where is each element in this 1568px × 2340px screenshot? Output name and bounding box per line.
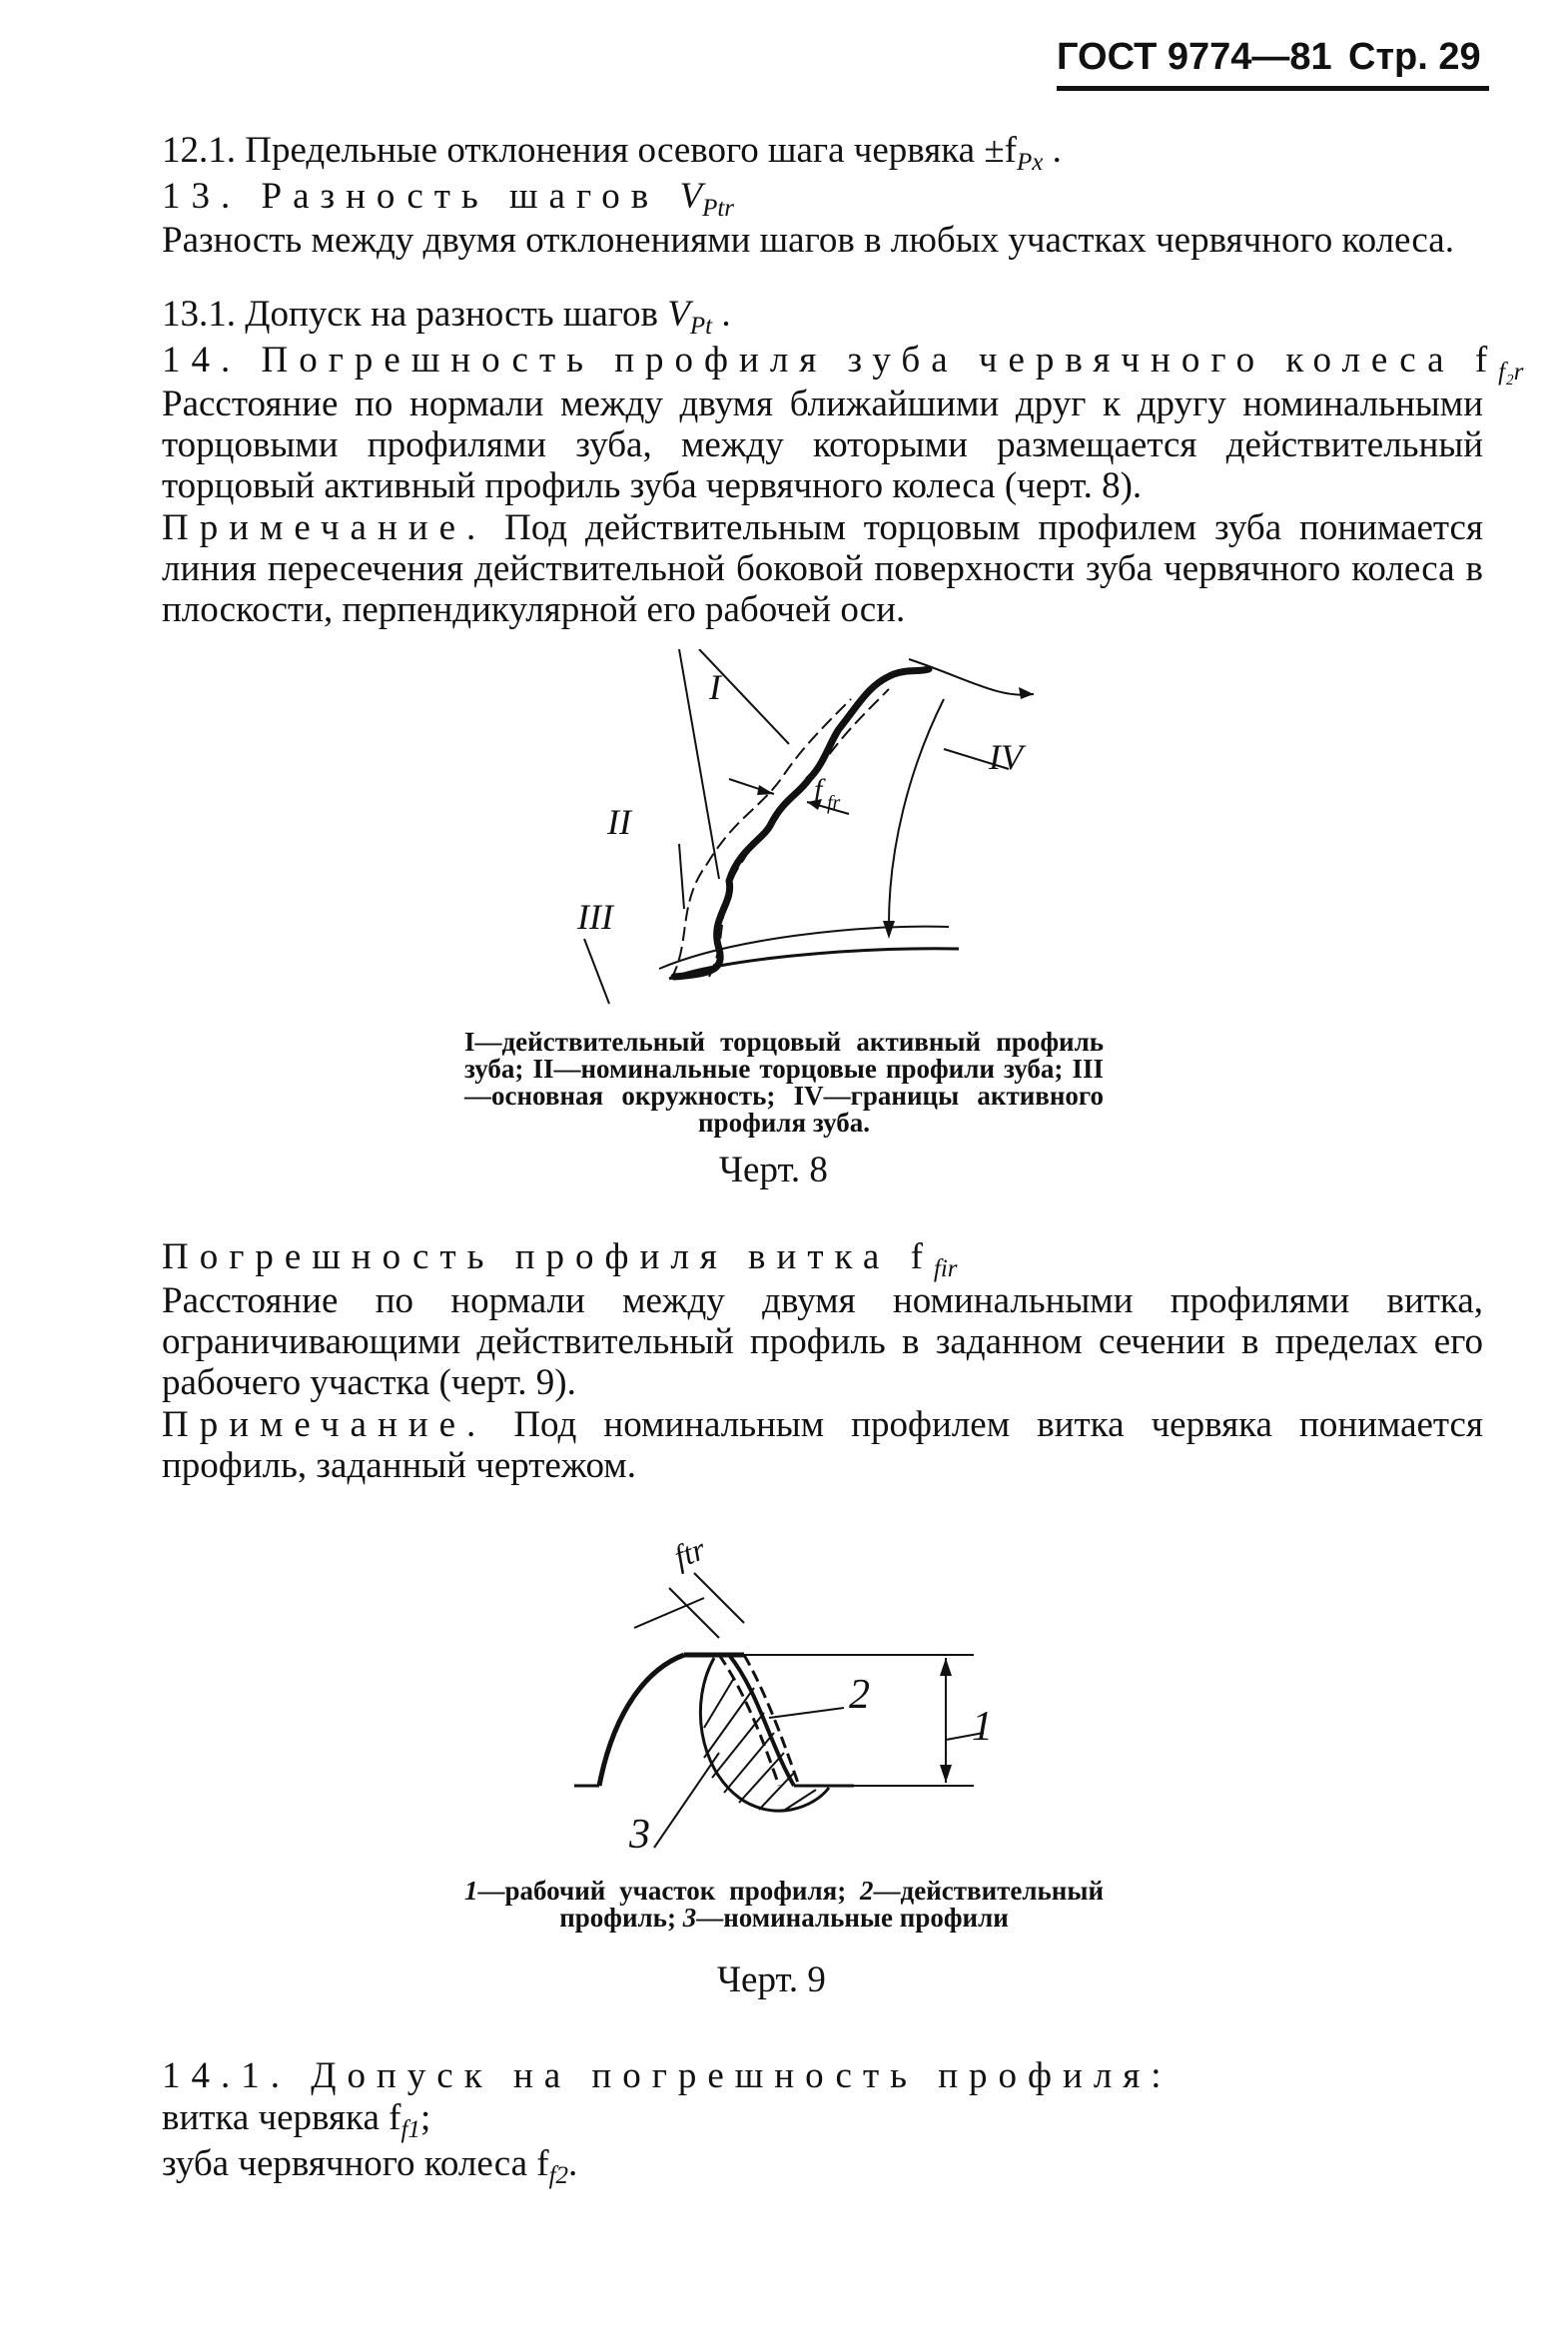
page-number: Стр. 29: [1348, 36, 1481, 78]
actual-profile: [729, 1655, 794, 1786]
dim-1-arrow-bottom: [940, 1765, 952, 1783]
clause-14-title: 14. Погрешность профиля зуба червячного колеса $f_{f_2r}$: [162, 340, 1524, 386]
ftr-ext-a: [669, 1588, 719, 1638]
nominal-profile-b: [719, 1655, 779, 1786]
note-1: Примечание. Под действительным торцовым профилем зуба понимается линия пересечения действительной боковой поверхности зуба червячного колеса в плоскости, перпендикулярной его рабочей оси.: [162, 507, 1483, 630]
boundary-top: [909, 659, 1034, 695]
arrow-bottom: [883, 921, 895, 939]
leader-2: [769, 1708, 844, 1718]
clause-13-definition: Разность между двумя отклонениями шагов в любых участках червячного колеса.: [162, 220, 1454, 261]
label-f-sub: fr: [827, 792, 841, 814]
section-hatching: [704, 1678, 816, 1812]
nominal-profile-1: [709, 689, 889, 977]
leader-II-b: [679, 844, 684, 909]
clause-13-title: 13. Разность шагов $V_{Ptr}$: [162, 176, 735, 222]
header-rule: [1057, 86, 1489, 91]
boundary-arc: [889, 699, 944, 924]
label-2: 2: [849, 1672, 870, 1718]
label-f: f: [814, 773, 823, 806]
clause-14-1-wheel: зуба червячного колеса $f_{f2}$.: [162, 2143, 578, 2189]
dim-1-arrow-top: [940, 1658, 952, 1676]
figure-9-caption: 1—рабочий участок профиля; 2—действительный профиль; 3—номинальные профили: [464, 1876, 1104, 1933]
figure-9-drawing: [554, 1528, 1024, 1858]
figure-9-label: Черт. 9: [717, 1959, 826, 2000]
label-3: 3: [629, 1812, 650, 1858]
label-III: III: [577, 897, 613, 937]
clause-13-1: 13.1. Допуск на разность шагов $V_{Pt}$ .: [162, 294, 731, 340]
label-IV: IV: [989, 737, 1023, 777]
figure-8-caption: I—действительный торцовый активный профиль зуба; II—номинальные торцовые профили зуба; III—основная окружность; IV—границы активного профиля зуба.: [464, 1027, 1104, 1138]
coil-profile-definition: Расстояние по нормали между двумя номинальными профилями витка, ограничивающими действительный профиль в заданном сечении в пределах его рабочего участка (черт. 9).: [162, 1280, 1483, 1403]
note-2: Примечание. Под номинальным профилем витка червяка понимается профиль, заданный чертежом.: [162, 1404, 1483, 1486]
leader-III: [584, 939, 609, 1004]
document-code: ГОСТ 9774—81: [1057, 36, 1332, 78]
label-ftr: ftr: [669, 1530, 710, 1575]
label-II: II: [607, 802, 631, 842]
leader-3: [654, 1753, 719, 1848]
coil-profile-title: Погрешность профиля витка $f_{fir}$: [162, 1236, 958, 1282]
base-circle-arc: [669, 949, 959, 979]
label-1: 1: [972, 1704, 993, 1750]
figure-8-drawing: [559, 649, 1059, 1009]
figure-8-label: Черт. 8: [719, 1150, 828, 1190]
clause-14-definition: Расстояние по нормали между двумя ближайшими друг к другу номинальными торцовыми профилями зуба, между которыми размещается действительный торцовый активный профиль зуба червячного колеса (черт. 8).: [162, 384, 1483, 506]
coil-profile-left: [599, 1655, 684, 1786]
arrow-top: [1019, 687, 1034, 699]
clause-12-1: 12.1. Предельные отклонения осевого шага червяка $\pm f_{Px}$ .: [162, 130, 1062, 176]
clause-14-1-title: 14.1. Допуск на погрешность профиля:: [162, 2055, 1173, 2096]
clause-14-1-worm: витка червяка $f_{f1}$;: [162, 2097, 431, 2143]
label-I: I: [709, 667, 721, 707]
